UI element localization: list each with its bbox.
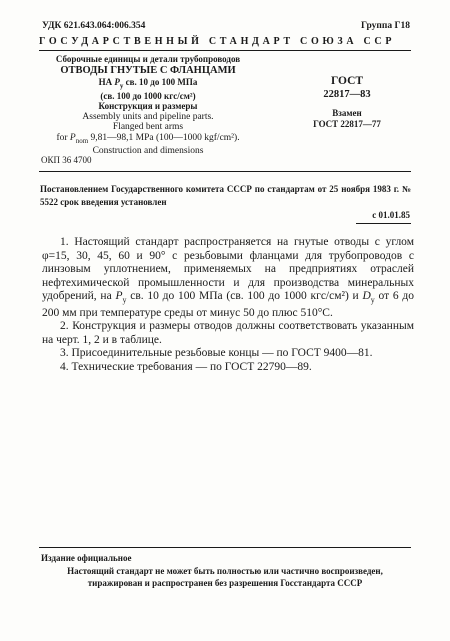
pressure-symbol-en: P xyxy=(69,132,76,143)
title-en-line3-pre: for xyxy=(56,132,70,143)
footer-text-line1: Настоящий стандарт не может быть полностью или частично воспроизведен, xyxy=(67,566,383,576)
pressure-subscript-en: nom xyxy=(75,136,89,145)
decree-text: Постановлением Государственного комитета СССР по стандартам от 25 ноября 1983 г. № 5522 срок введения установлен xyxy=(40,184,411,207)
paragraph-1 xyxy=(42,236,414,320)
diameter-symbol-body: D xyxy=(362,290,371,302)
footer-rule xyxy=(39,547,411,548)
title-en-line3 xyxy=(30,133,266,146)
gost-block xyxy=(292,75,402,130)
paragraph-2: 2. Конструкция и размеры отводов должны соответствовать указанным на черт. 1, 2 и в таблице. xyxy=(42,320,414,346)
title-ru-line1: Сборочные единицы и детали трубопроводов xyxy=(55,54,241,64)
title-en-line3-post: 9,81—98,1 MPa (100—1000 kgf/cm²). xyxy=(88,132,240,143)
effective-date: с 01.01.85 xyxy=(372,210,410,220)
group-code: Группа Г18 xyxy=(361,21,410,31)
paragraph-1-start: 1. Настоящий стандарт распространяется на гнутые отводы с углом φ=15, 30, 45, 60 и 90° с резьбовыми фланцами для трубопроводов с линзовым уплотнением, применяемых на предприятиях отраслей нефтехимической промышленности и для производства минеральных удобрений, на xyxy=(42,236,414,302)
document-body xyxy=(42,236,414,374)
title-block xyxy=(30,54,266,157)
title-ru-line4: (св. 100 до 1000 кгс/см²) xyxy=(100,90,196,101)
replace-label: Взамен xyxy=(332,108,362,118)
paragraph-3: 3. Присоединительные резьбовые концы — по ГОСТ 9400—81. xyxy=(60,347,373,360)
pressure-symbol-body: P xyxy=(115,290,123,302)
header-rule xyxy=(39,50,411,51)
title-en-line1: Assembly units and pipeline parts. xyxy=(82,111,214,122)
title-ru-line3-pre: НА xyxy=(98,76,115,87)
paragraph-1-end: от 6 до 200 мм при температуре среды от минус 50 до плюс 510°С. xyxy=(42,290,415,319)
gost-label: ГОСТ xyxy=(330,75,364,87)
pressure-subscript-body: у xyxy=(122,295,127,305)
replace-value: ГОСТ 22817—77 xyxy=(313,119,381,129)
standard-header: ГОСУДАРСТВЕННЫЙ СТАНДАРТ СОЮЗА ССР xyxy=(39,36,396,47)
footer-text xyxy=(40,565,410,589)
paragraph-4: 4. Технические требования — по ГОСТ 22790—89. xyxy=(60,360,312,373)
footer-title: Издание официальное xyxy=(41,553,132,563)
date-underline xyxy=(356,223,411,224)
pressure-symbol: P xyxy=(114,76,120,87)
udk-code: УДК 621.643.064:006.354 xyxy=(42,21,146,31)
title-ru-line2: ОТВОДЫ ГНУТЫЕ С ФЛАНЦАМИ xyxy=(60,64,236,76)
title-ru-line5: Конструкция и размеры xyxy=(98,101,198,112)
paragraph-1-mid: св. 10 до 100 МПа (св. 100 до 1000 кгс/см²) и xyxy=(126,290,363,302)
title-en-line2: Flanged bent arms xyxy=(112,122,184,133)
title-rule xyxy=(39,171,411,172)
gost-number: 22817—83 xyxy=(323,89,371,100)
title-ru-line3 xyxy=(30,77,266,91)
footer-text-line2: тиражирован и распространен без разрешения Госстандарта СССР xyxy=(87,578,363,588)
pressure-subscript: у xyxy=(119,81,124,90)
okp-code: ОКП 36 4700 xyxy=(41,155,92,165)
title-ru-line3-post: св. 10 до 100 МПа xyxy=(123,76,198,87)
diameter-subscript-body: у xyxy=(370,295,375,305)
title-en-line4: Construction and dimensions xyxy=(92,146,204,157)
